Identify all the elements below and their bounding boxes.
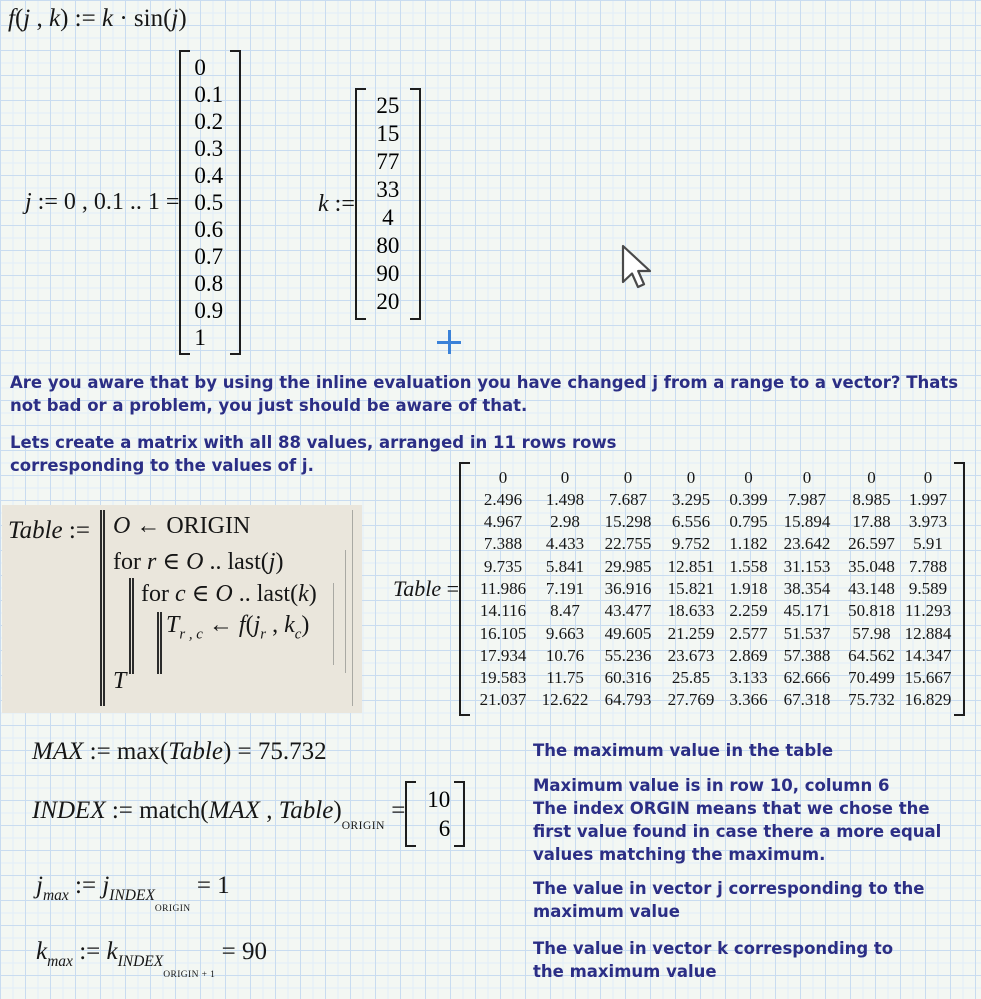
j-vector: 0 0.1 0.2 0.3 0.4 0.5 0.6 0.7 0.8 0.9 1	[179, 50, 241, 355]
k-definition[interactable]	[318, 92, 421, 316]
note-maximum-value[interactable]: The maximum value in the table	[533, 741, 834, 760]
table-matrix: 0 0 0 0 0 0 0 0 2.496 1.498 7.687 3.295 0.399 7.987 8.985 1.997 4.967 2.98 15.298 6.556 0.795 15.894 17.88 3.973 7.388 4.433 22.755 9.752 1.182 23.642 26.597 5.91 9.735 5.841 29.985 12.851 1.558 31.153 35.048 7.788 11.986 7.191 36.916 15.821 1.918 38.354 43.148 9.589 14.116 8.47 43.477 18.633 2.259 45.171 50.818 11.293 16.105 9.663 49.605 21.259 2.577 51.537 57.98 12.884 17.934 10.76 55.236 23.673 2.869 57.388 64.562 14.347 19.583 11.75 60.316 25.85 3.133 62.666 70.499 15.667 21.037 12.622 64.793 27.769 3.366 67.318 75.732 16.829	[459, 462, 965, 715]
table-program-definition[interactable]	[2, 505, 362, 713]
index-definition[interactable]	[32, 783, 465, 845]
program-closing-line-1	[333, 583, 334, 665]
comment-inline-evaluation[interactable]: Are you aware that by using the inline evaluation you have changed j from a range to a vector? Thats not bad or a problem, you just should be aware of that.	[10, 373, 959, 415]
index-vector: 10 6	[405, 781, 465, 847]
table-result-label: Table =	[393, 576, 460, 601]
comment-create-matrix[interactable]: Lets create a matrix with all 88 values, arranged in 11 rows rows corresponding to the values of j.	[10, 433, 617, 475]
function-definition[interactable]: f(j , k) := k · sin(j)	[8, 5, 187, 32]
index-expression: INDEX := match(MAX , $Table)_{ORIGIN}$ =	[32, 796, 406, 832]
j-range-definition[interactable]	[25, 54, 241, 351]
note-jmax[interactable]: The value in vector j corresponding to the maximum value	[533, 879, 925, 921]
program-closing-line-3	[352, 510, 353, 706]
insertion-crosshair-icon	[437, 330, 461, 354]
program-closing-line-2	[345, 550, 346, 673]
k-vector: 25 15 77 33 4 80 90 20	[355, 88, 421, 320]
program-line-return: T	[113, 668, 127, 694]
program-bar-inner	[129, 578, 134, 674]
table-program-lhs: Table :=	[8, 517, 90, 544]
note-kmax[interactable]: The value in vector k corresponding to the maximum value	[533, 939, 894, 981]
program-line-assign: $T_{r , c}$ ← $f(j_r$ , $k_c$)	[166, 612, 310, 643]
program-bar-innermost	[157, 612, 162, 674]
program-bar-outer	[100, 510, 105, 706]
program-line-for-r: for r ∈ O .. last(j)	[113, 549, 284, 575]
k-expression: k :=	[318, 190, 355, 217]
program-line-for-c: for c ∈ O .. last(k)	[141, 581, 317, 607]
note-index-origin[interactable]: Maximum value is in row 10, column 6 The index ORGIN means that we chose the first value found in case there a more equal values matching the maximum.	[533, 776, 942, 864]
max-definition[interactable]: MAX := max(Table) = 75.732	[32, 738, 327, 765]
jmax-definition[interactable]: $j_{max}$ := $j_{INDEXORIGIN} = 1$	[36, 872, 230, 915]
table-matrix-result[interactable]	[393, 466, 965, 712]
j-range-expression: j := 0 , 0.1 .. 1 =	[25, 189, 180, 215]
program-line-origin: O ← ORIGIN	[113, 513, 251, 539]
mouse-cursor-icon	[621, 244, 655, 294]
kmax-definition[interactable]: $k_{max}$ := $k_{INDEXORIGIN + 1} = 90$	[36, 938, 267, 981]
